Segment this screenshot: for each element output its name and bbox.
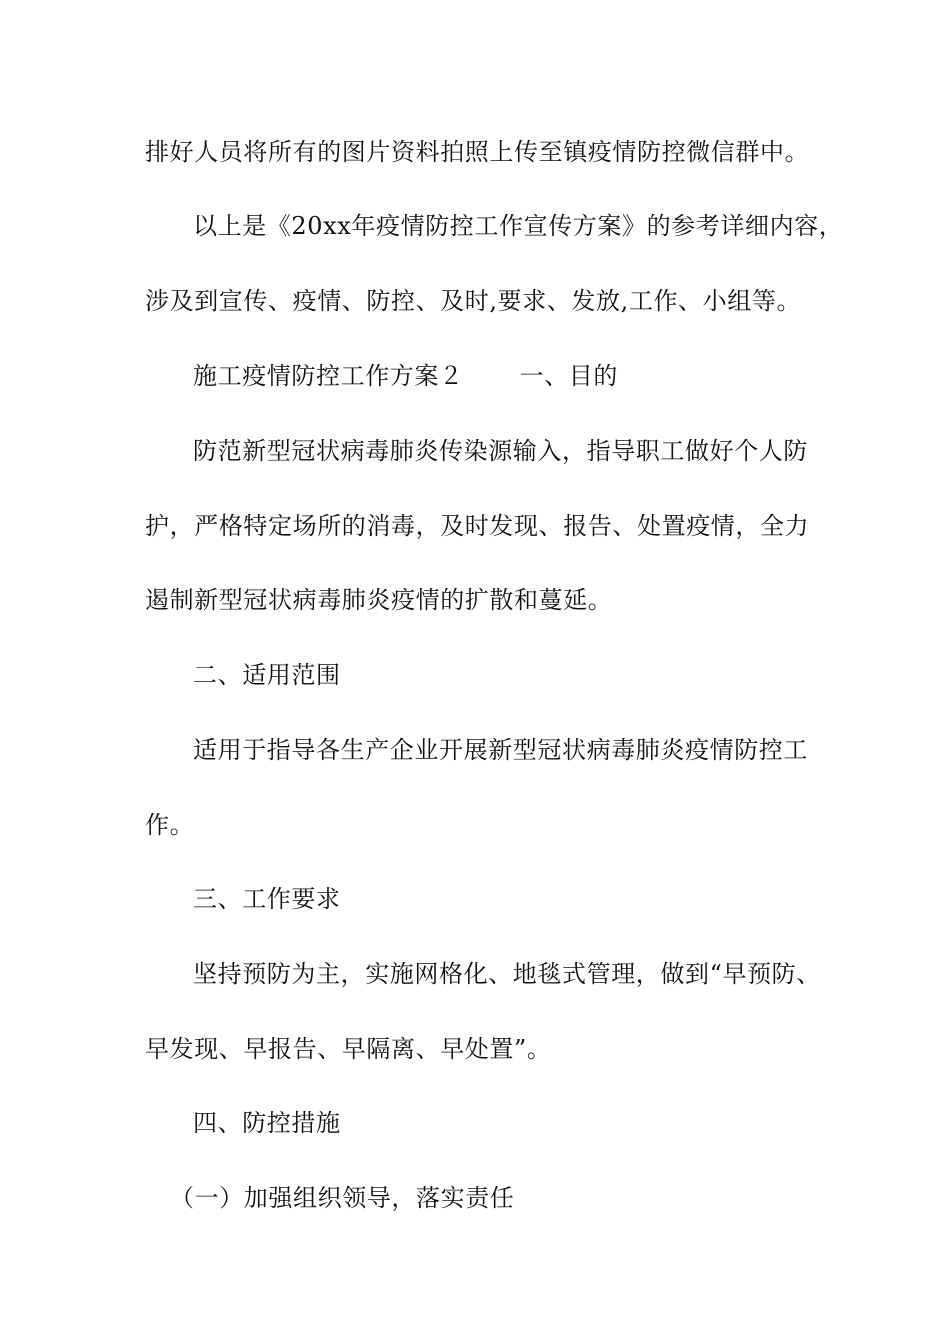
section-heading: 一、目的 [519, 362, 619, 390]
body-text-line: 作。 [145, 811, 195, 839]
body-text-line: 以上是《20xx年疫情防控工作宣传方案》的参考详细内容， [193, 212, 844, 240]
body-text-line: 遏制新型冠状病毒肺炎疫情的扩散和蔓延。 [145, 586, 613, 614]
section-title: 施工疫情防控工作方案２ [193, 362, 464, 390]
subsection-heading: （一）加强组织领导，落实责任 [170, 1184, 515, 1212]
body-text-line: 排好人员将所有的图片资料拍照上传至镇疫情防控微信群中。 [145, 138, 810, 166]
section-heading: 二、适用范围 [193, 661, 341, 689]
body-text-line: 护，严格特定场所的消毒，及时发现、报告、处置疫情，全力 [145, 512, 810, 540]
section-heading-line [193, 361, 618, 391]
body-text-line: 适用于指导各生产企业开展新型冠状病毒肺炎疫情防控工 [193, 736, 808, 764]
body-text-line: 涉及到宣传、疫情、防控、及时,要求、发放,工作、小组等。 [145, 287, 802, 315]
section-heading: 四、防控措施 [193, 1109, 341, 1137]
body-text-line: 坚持预防为主，实施网格化、地毯式管理，做到“早预防、 [193, 960, 821, 988]
body-text-line: 早发现、早报告、早隔离、早处置”。 [145, 1035, 552, 1063]
body-text-line: 防范新型冠状病毒肺炎传染源输入，指导职工做好个人防 [193, 437, 808, 465]
section-heading: 三、工作要求 [193, 885, 341, 913]
